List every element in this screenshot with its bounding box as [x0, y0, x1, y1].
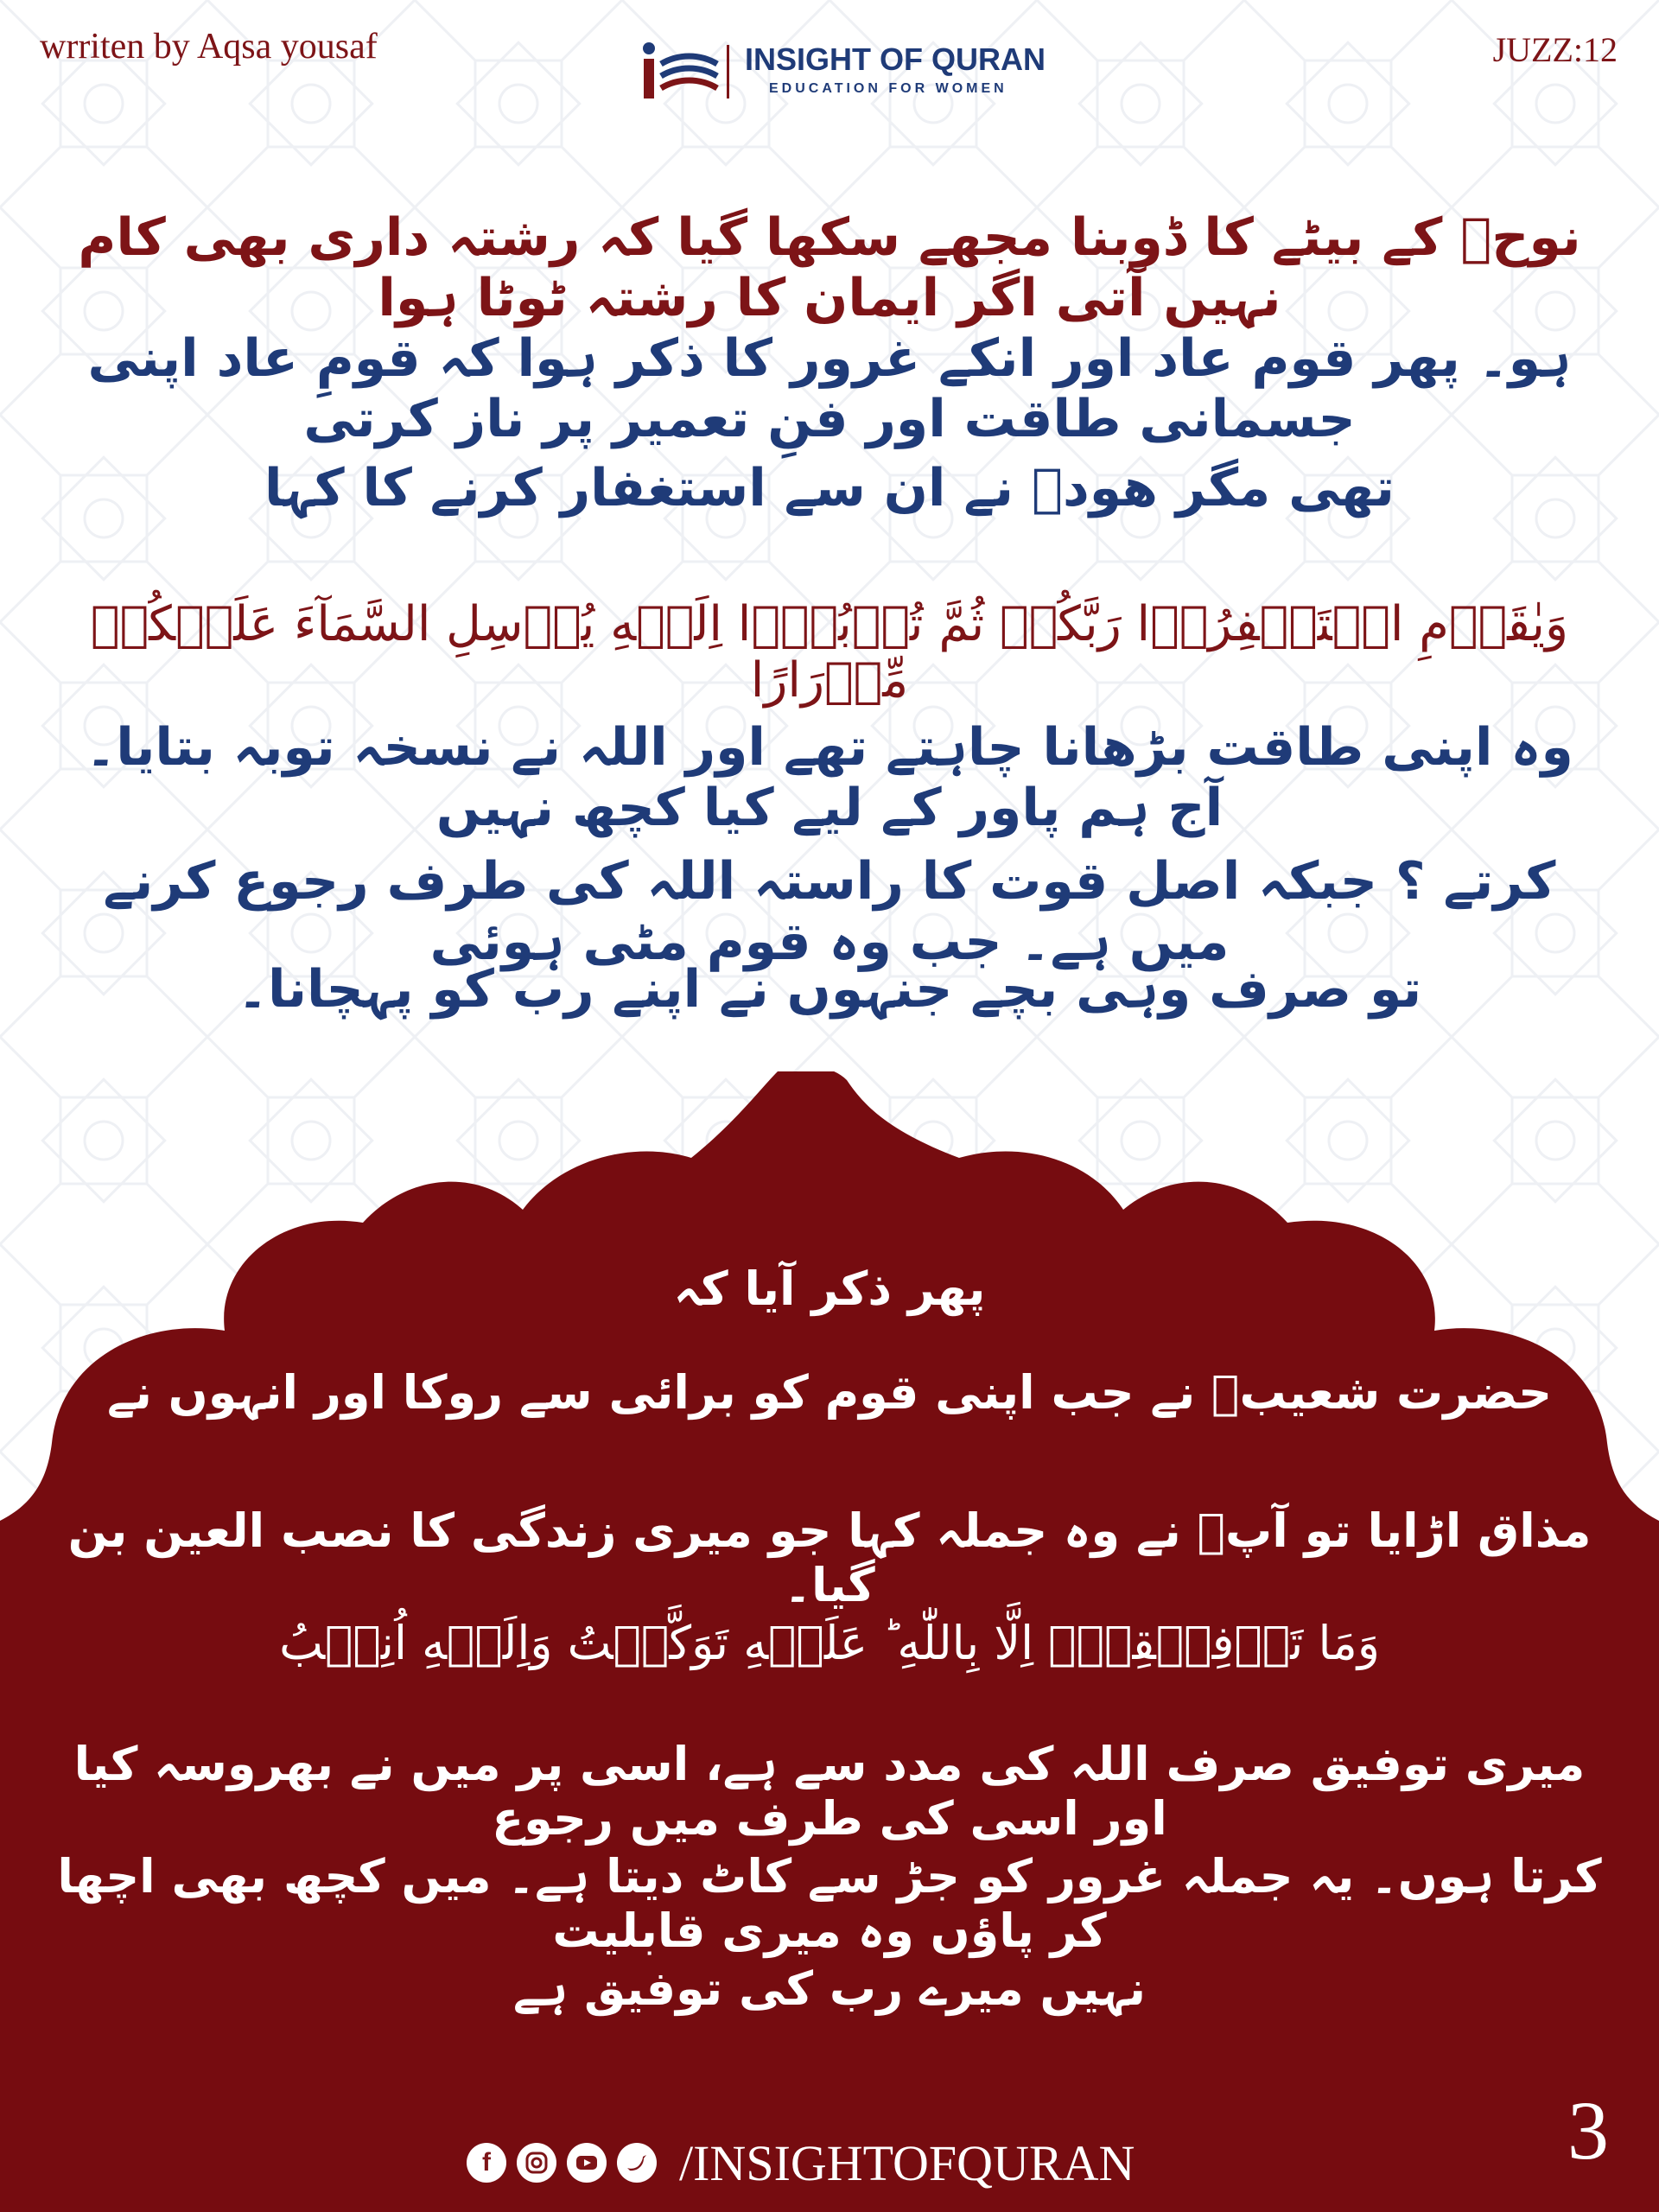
logo-title: INSIGHT OF QURAN: [745, 41, 1046, 77]
dome-heading: پھر ذکر آیا کہ: [673, 1262, 986, 1316]
logo-mark-icon: [635, 38, 721, 105]
top-paragraph-line-2: ہو۔ پھر قوم عاد اور انکے غرور کا ذکر ہوا کہ قومِ عاد اپنی جسمانی طاقت اور فنِ تعمیر پر ناز کرتی: [87, 328, 1572, 449]
middle-paragraph-line-1: وہ اپنی طاقت بڑھانا چاہتے تھے اور اللہ نے نسخہ توبہ بتایا۔ آج ہم پاور کے لیے کیا کچھ نہیں: [86, 717, 1573, 838]
instagram-icon[interactable]: [517, 2143, 556, 2183]
dome-closing-line-2: کرتا ہوں۔ یہ جملہ غرور کو جڑ سے کاٹ دیتا ہے۔ میں کچھ بھی اچھا کر پاؤں وہ میری قابلیت: [57, 1849, 1602, 1958]
social-footer: [467, 2134, 1135, 2191]
social-handle[interactable]: /INSIGHTOFQURAN: [679, 2134, 1135, 2191]
author-credit: wrriten by Aqsa yousaf: [40, 27, 378, 67]
logo-divider: [727, 45, 729, 99]
dome-closing-line-3: نہیں میرے رب کی توفیق ہے: [512, 1961, 1147, 2016]
quran-ayah-shuaib: وَمَا تَوۡفِيۡقِىۡۤ اِلَّا بِاللّٰهِ ؕ عَلَيۡهِ تَوَكَّلۡتُ وَاِلَيۡهِ اُنِيۡبُ: [279, 1616, 1380, 1670]
page-number: 3: [1567, 2084, 1609, 2177]
middle-paragraph-line-3: تو صرف وہی بچے جنہوں نے اپنے رب کو پہچانا۔: [237, 959, 1422, 1020]
brand-logo: [635, 38, 1046, 105]
twitter-icon[interactable]: [617, 2143, 657, 2183]
dome-closing-line-1: میری توفیق صرف اللہ کی مدد سے ہے، اسی پر میں نے بھروسہ کیا اور اسی کی طرف میں رجوع: [73, 1737, 1586, 1846]
top-paragraph-line-1: نوحؑ کے بیٹے کا ڈوبنا مجھے سکھا گیا کہ رشتہ داری بھی کام نہیں آتی اگر ایمان کا رشتہ ٹوٹا ہوا: [78, 207, 1581, 328]
middle-paragraph-line-2: کرتے ؟ جبکہ اصل قوت کا راستہ اللہ کی طرف رجوع کرنے میں ہے۔ جب وہ قوم مٹی ہوئی: [103, 851, 1556, 972]
logo-subtitle: EDUCATION FOR WOMEN: [769, 81, 1007, 96]
youtube-icon[interactable]: [567, 2143, 607, 2183]
juzz-label: JUZZ:12: [1492, 30, 1618, 69]
top-paragraph-line-3: تھی مگر ھودؑ نے ان سے استغفار کرنے کا کہا: [264, 458, 1395, 518]
quran-ayah-hud: وَيٰقَوۡمِ اسۡتَغۡفِرُوۡا رَبَّكُمۡ ثُمَّ تُوۡبُوۡۤا اِلَيۡهِ يُرۡسِلِ السَّمَآءَ عَلَيۡكُمۡ مِّدۡرَارًا: [90, 596, 1569, 709]
dome-paragraph-line-2: مذاق اڑایا تو آپؑ نے وہ جملہ کہا جو میری زندگی کا نصب العین بن گیا۔: [67, 1503, 1592, 1612]
dome-paragraph-line-1: حضرت شعیبؑ نے جب اپنی قوم کو برائی سے روکا اور انہوں نے: [106, 1365, 1553, 1420]
facebook-icon[interactable]: f: [467, 2143, 506, 2183]
